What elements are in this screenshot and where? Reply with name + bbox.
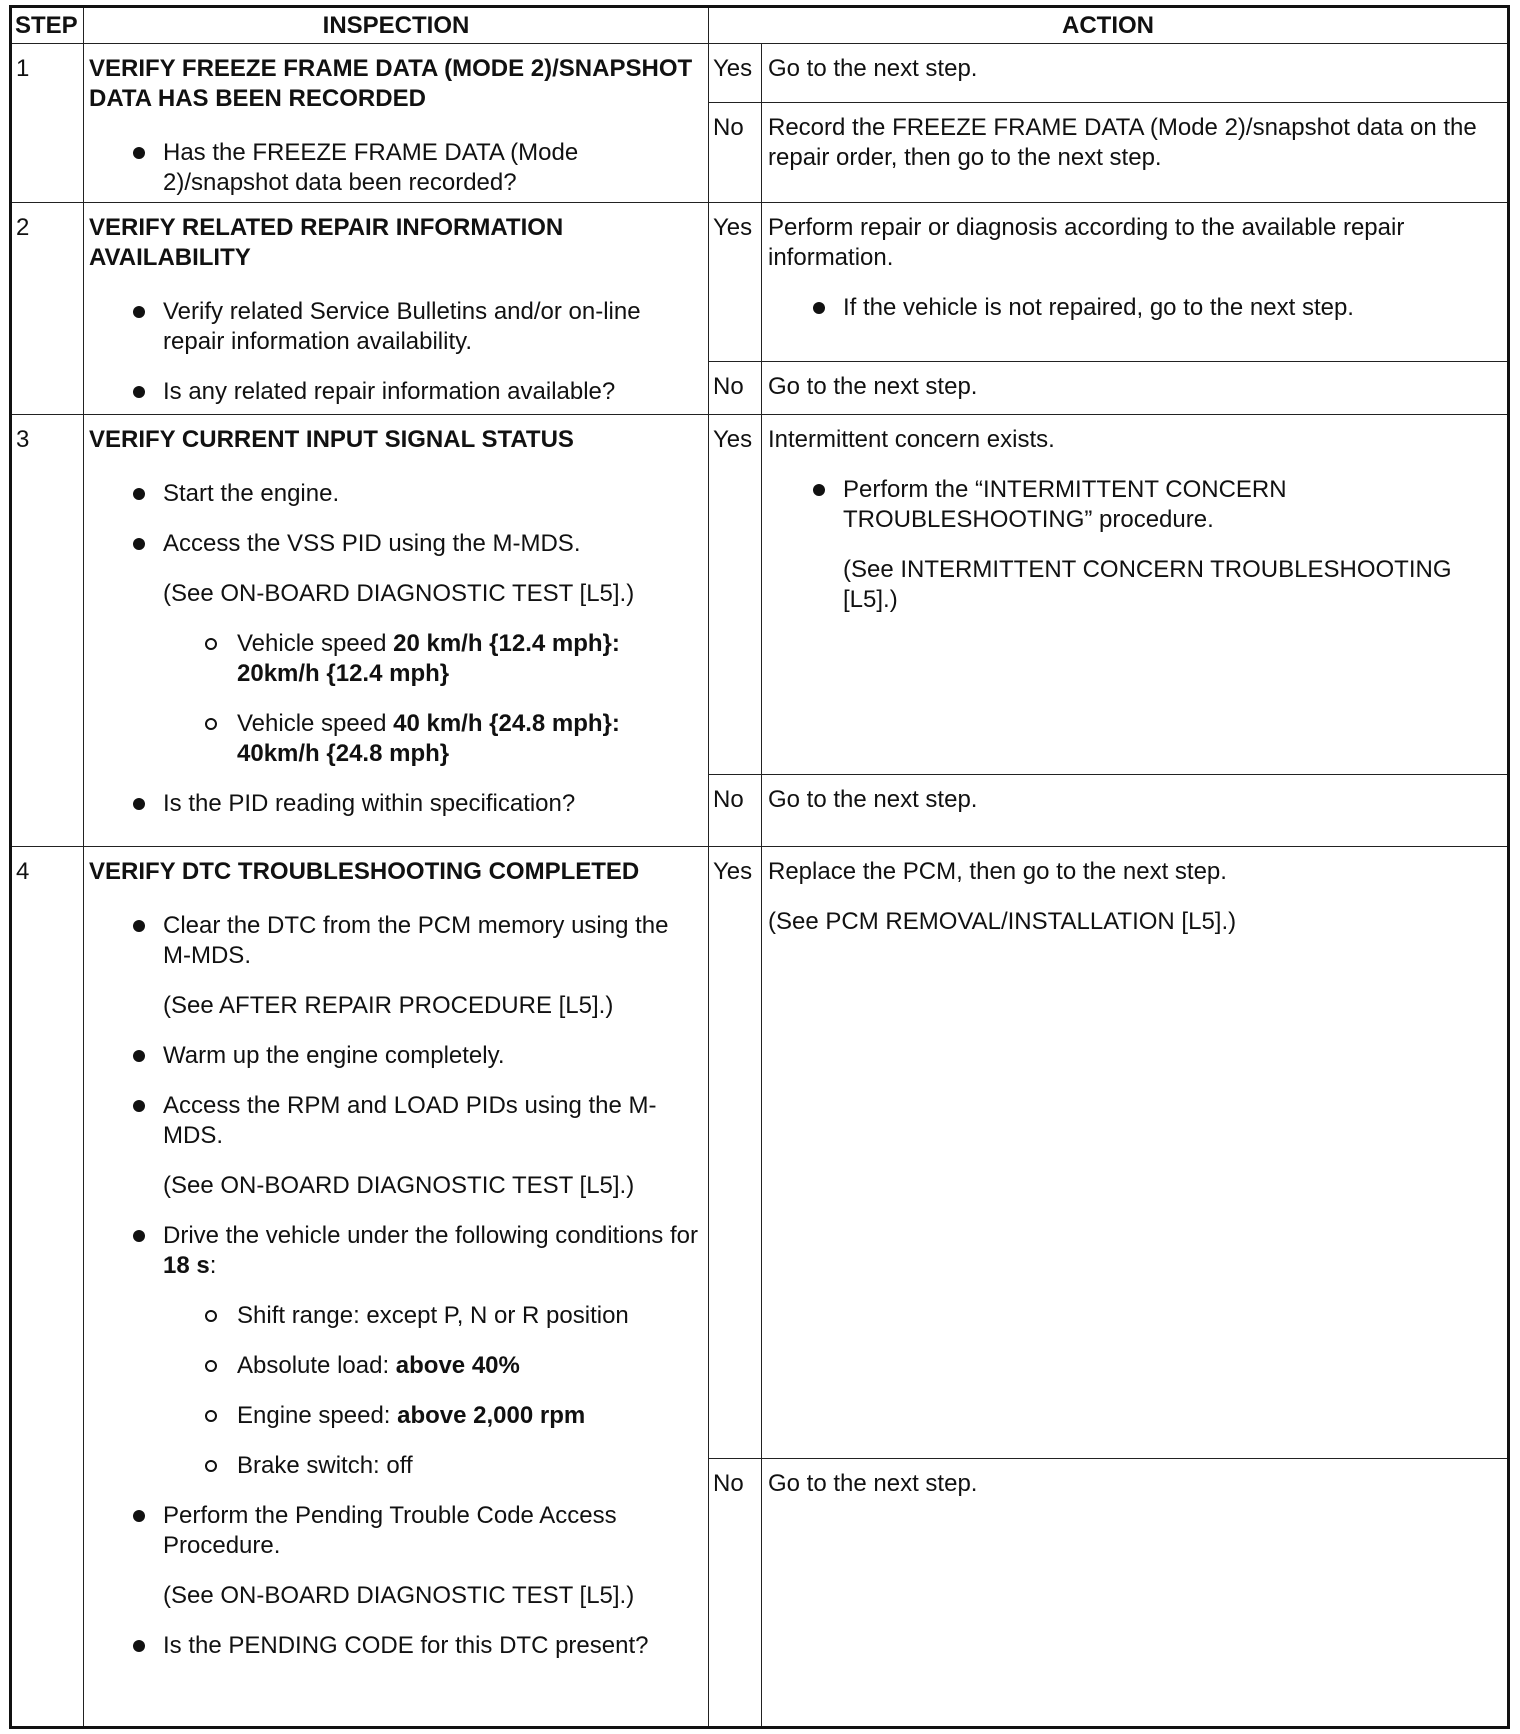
bullet-dot-icon <box>133 1050 145 1062</box>
step-3-yes-action: Intermittent concern exists. Perform the “INTERMITTENT CONCERN TROUBLESHOOTING” procedure. (See INTERMITTENT CONCERN TROUBLESHOOTING [L5].) <box>762 415 1509 775</box>
header-row <box>11 7 1509 44</box>
step-2-inspection <box>84 203 709 415</box>
yes-label: Yes <box>709 203 762 362</box>
bullet-dot-icon <box>133 920 145 932</box>
bullet-ring-icon <box>205 1310 217 1322</box>
inspection-bullet: Access the VSS PID using the M-MDS. <box>163 529 702 559</box>
step-4-yes-action: Replace the PCM, then go to the next step. (See PCM REMOVAL/INSTALLATION [L5].) <box>762 847 1509 1459</box>
inspection-bullet: Is the PID reading within specification? <box>163 789 702 819</box>
action-bullet: If the vehicle is not repaired, go to the next step. <box>843 293 1501 323</box>
inspection-bullet: Perform the Pending Trouble Code Access Procedure. <box>163 1501 702 1561</box>
bullet-dot-icon <box>813 484 825 496</box>
step-number: 1 <box>11 44 84 203</box>
condition-item: Shift range: except P, N or R position <box>237 1301 702 1331</box>
step-2-yes-action: Perform repair or diagnosis according to the available repair information. If the vehicle is not repaired, go to the next step. <box>762 203 1509 362</box>
step-number: 4 <box>11 847 84 1728</box>
bullet-dot-icon <box>133 538 145 550</box>
step-number: 3 <box>11 415 84 847</box>
no-label: No <box>709 103 762 203</box>
see-reference: (See ON-BOARD DIAGNOSTIC TEST [L5].) <box>163 1172 635 1199</box>
step-4-inspection <box>84 847 709 1728</box>
bullet-ring-icon <box>205 638 217 650</box>
bullet-dot-icon <box>133 1100 145 1112</box>
bullet-ring-icon <box>205 1410 217 1422</box>
step-title: VERIFY CURRENT INPUT SIGNAL STATUS <box>89 426 574 453</box>
no-label: No <box>709 362 762 415</box>
yes-label: Yes <box>709 847 762 1459</box>
inspection-bullet: Drive the vehicle under the following conditions for 18 s: <box>163 1221 702 1281</box>
see-reference: (See ON-BOARD DIAGNOSTIC TEST [L5].) <box>163 1582 635 1609</box>
inspection-bullet: Is the PENDING CODE for this DTC present? <box>163 1631 702 1661</box>
step-1-inspection <box>84 44 709 203</box>
see-reference: (See INTERMITTENT CONCERN TROUBLESHOOTING [L5].) <box>843 556 1452 613</box>
bullet-dot-icon <box>133 1640 145 1652</box>
step-3-inspection <box>84 415 709 847</box>
inspection-bullet: Verify related Service Bulletins and/or on-line repair information availability. <box>163 297 702 357</box>
troubleshooting-table <box>9 5 1510 1729</box>
bullet-dot-icon <box>133 147 145 159</box>
step-title: VERIFY FREEZE FRAME DATA (MODE 2)/SNAPSHOT DATA HAS BEEN RECORDED <box>89 55 693 112</box>
inspection-bullet: Warm up the engine completely. <box>163 1041 702 1071</box>
step-title: VERIFY RELATED REPAIR INFORMATION AVAILABILITY <box>89 214 564 271</box>
condition-item: Engine speed: above 2,000 rpm <box>237 1401 702 1431</box>
bullet-dot-icon <box>133 798 145 810</box>
inspection-bullet: Is any related repair information available? <box>163 377 702 407</box>
inspection-bullet: Access the RPM and LOAD PIDs using the M-MDS. <box>163 1091 702 1151</box>
bullet-ring-icon <box>205 1360 217 1372</box>
see-reference: (See PCM REMOVAL/INSTALLATION [L5].) <box>768 908 1237 935</box>
condition-item: Absolute load: above 40% <box>237 1351 702 1381</box>
step-4-no-action: Go to the next step. <box>762 1459 1509 1728</box>
bullet-dot-icon <box>813 302 825 314</box>
step-2-no-action: Go to the next step. <box>762 362 1509 415</box>
step-1-row-yes <box>11 44 1509 103</box>
inspection-bullet: Clear the DTC from the PCM memory using the M-MDS. <box>163 911 702 971</box>
see-reference: (See ON-BOARD DIAGNOSTIC TEST [L5].) <box>163 580 635 607</box>
spec-item: Vehicle speed 40 km/h {24.8 mph}: 40km/h {24.8 mph} <box>237 709 702 769</box>
header-step: STEP <box>11 7 84 44</box>
condition-item: Brake switch: off <box>237 1451 702 1481</box>
spec-item: Vehicle speed 20 km/h {12.4 mph}: 20km/h {12.4 mph} <box>237 629 702 689</box>
see-reference: (See AFTER REPAIR PROCEDURE [L5].) <box>163 992 614 1019</box>
bullet-dot-icon <box>133 386 145 398</box>
inspection-bullet: Has the FREEZE FRAME DATA (Mode 2)/snapshot data been recorded? <box>163 138 702 198</box>
bullet-dot-icon <box>133 306 145 318</box>
yes-label: Yes <box>709 415 762 775</box>
header-action: ACTION <box>709 7 1509 44</box>
inspection-bullet: Start the engine. <box>163 479 702 509</box>
bullet-ring-icon <box>205 718 217 730</box>
step-3-no-action: Go to the next step. <box>762 775 1509 847</box>
bullet-dot-icon <box>133 488 145 500</box>
bullet-dot-icon <box>133 1230 145 1242</box>
step-number: 2 <box>11 203 84 415</box>
no-label: No <box>709 775 762 847</box>
step-3-row-yes <box>11 415 1509 775</box>
header-inspection: INSPECTION <box>84 7 709 44</box>
no-label: No <box>709 1459 762 1728</box>
step-2-row-yes <box>11 203 1509 362</box>
step-1-yes-action: Go to the next step. <box>762 44 1509 103</box>
step-title: VERIFY DTC TROUBLESHOOTING COMPLETED <box>89 858 640 885</box>
yes-label: Yes <box>709 44 762 103</box>
bullet-ring-icon <box>205 1460 217 1472</box>
step-4-row-yes <box>11 847 1509 1459</box>
action-bullet: Perform the “INTERMITTENT CONCERN TROUBLESHOOTING” procedure. <box>843 475 1501 535</box>
bullet-dot-icon <box>133 1510 145 1522</box>
step-1-no-action: Record the FREEZE FRAME DATA (Mode 2)/snapshot data on the repair order, then go to the next step. <box>762 103 1509 203</box>
